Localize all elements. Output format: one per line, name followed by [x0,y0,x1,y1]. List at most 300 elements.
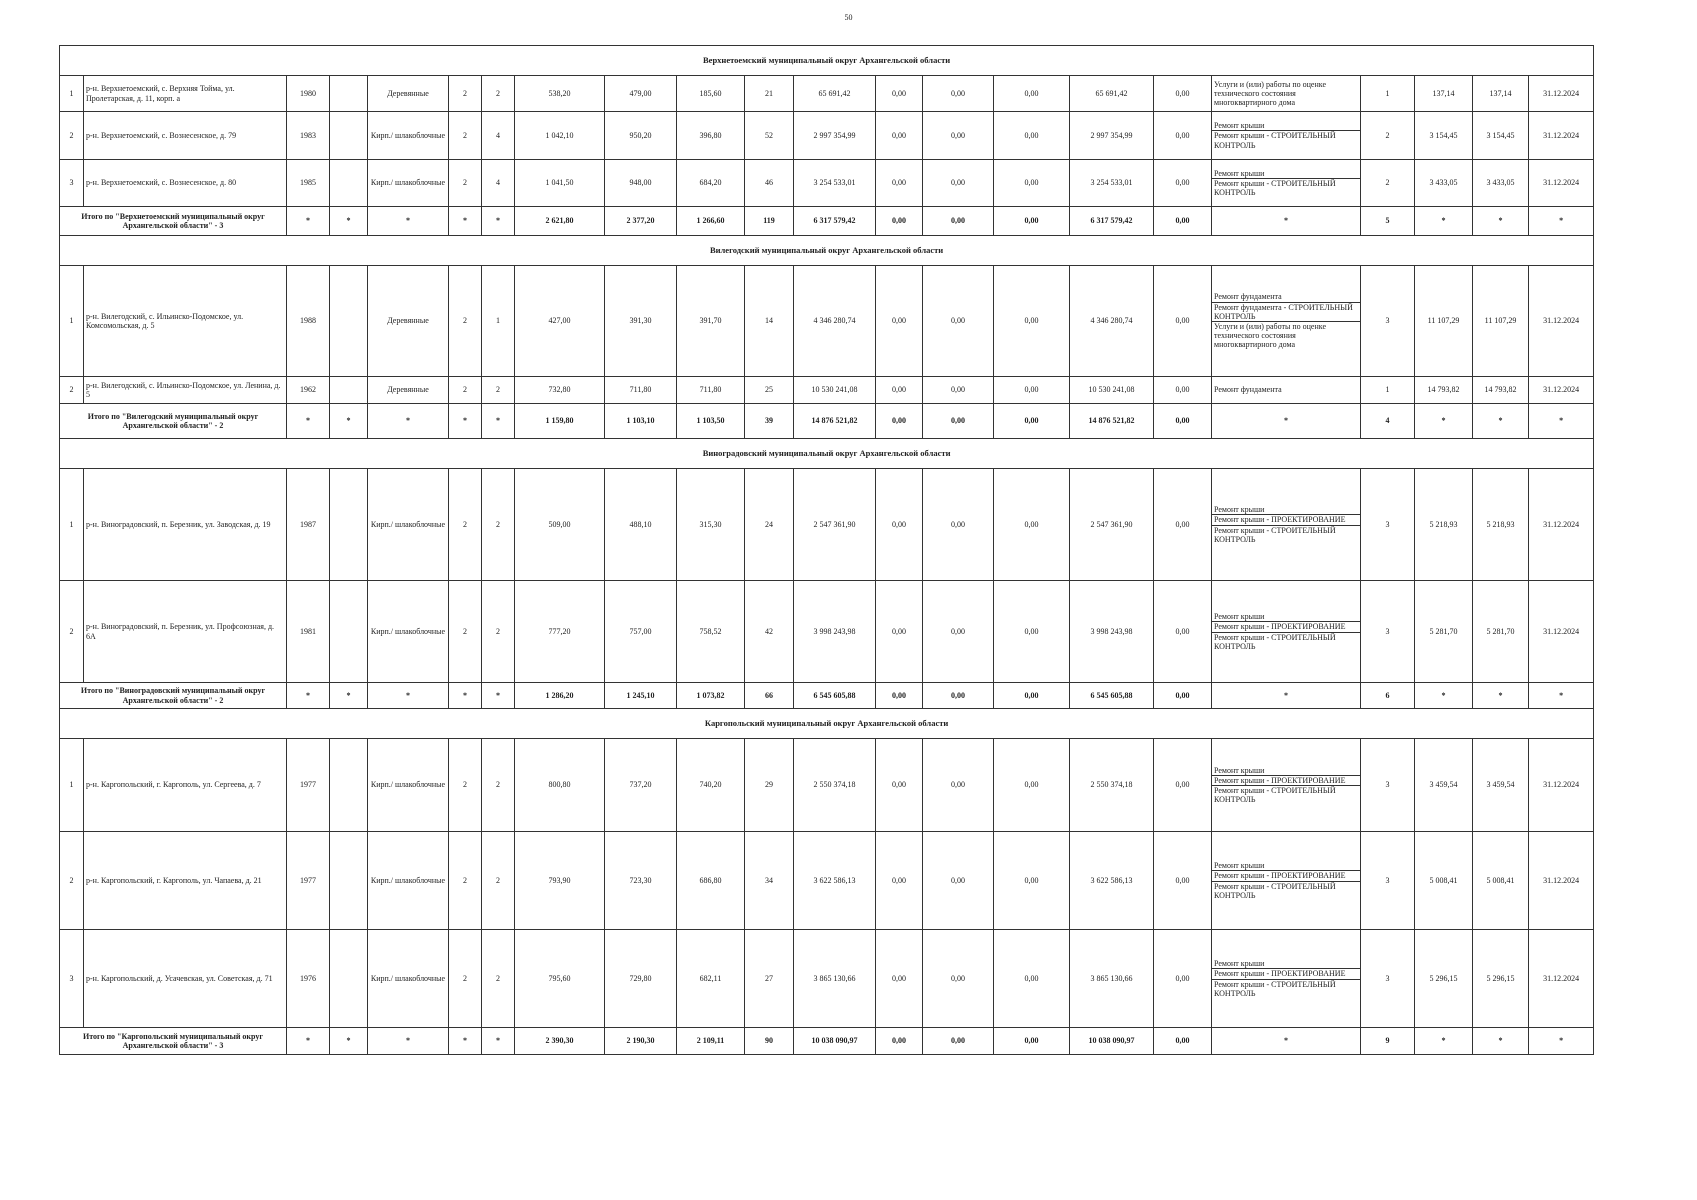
unit-cost: 3 433,05 [1415,160,1473,207]
cell-fund: 0,00 [876,377,923,404]
work-type: Ремонт крыши [1212,861,1360,871]
total-placeholder: * [330,207,368,236]
row-number: 2 [60,377,84,404]
cell-residents: 25 [745,377,794,404]
house-address: р-н. Верхнетоемский, с. Верхняя Тойма, ул. Пролетарская, д. 11, корп. а [84,76,287,112]
work-types-list [1212,766,1360,805]
entrance-count: 4 [482,112,515,160]
cell-budget-local: 0,00 [994,266,1070,377]
deadline-date: 31.12.2024 [1529,377,1594,404]
total-area-res: 1 073,82 [677,683,745,709]
total-area-total: 1 159,80 [515,404,605,439]
unit-cost: 5 281,70 [1415,581,1473,683]
work-type: Услуги и (или) работы по оценке технического состояния многоквартирного дома [1214,322,1326,350]
floor-count: 2 [449,160,482,207]
cell-fund: 0,00 [876,76,923,112]
district-header-row [60,709,1594,739]
cell-residents: 21 [745,76,794,112]
total-limit-cost: * [1473,1028,1529,1055]
row-number: 3 [60,160,84,207]
total-unit-cost: * [1415,207,1473,236]
total-limit-cost: * [1473,207,1529,236]
row-number: 1 [60,739,84,832]
cell-area-res: 682,11 [677,930,745,1028]
cell-cost-total: 3 865 130,66 [794,930,876,1028]
total-residents: 119 [745,207,794,236]
cell-other: 0,00 [1154,581,1212,683]
floor-count: 2 [449,76,482,112]
entrance-count: 2 [482,832,515,930]
works-count: 3 [1361,469,1415,581]
total-placeholder: * [482,404,515,439]
total-placeholder: * [287,683,330,709]
total-area-total: 1 286,20 [515,683,605,709]
cell-residents: 14 [745,266,794,377]
total-area-living: 1 245,10 [605,683,677,709]
cell-owners: 3 622 586,13 [1070,832,1154,930]
total-placeholder: * [330,1028,368,1055]
entrance-count: 4 [482,160,515,207]
entrance-count: 2 [482,930,515,1028]
cell-budget-region: 0,00 [923,377,994,404]
commission-year: 1977 [287,739,330,832]
cell-area-total: 777,20 [515,581,605,683]
total-placeholder: * [368,1028,449,1055]
floor-count: 2 [449,266,482,377]
work-type: Ремонт крыши [1212,612,1360,622]
cell-area-living: 757,00 [605,581,677,683]
total-deadline: * [1529,1028,1594,1055]
cell-owners: 3 254 533,01 [1070,160,1154,207]
row-number: 1 [60,266,84,377]
work-type: Ремонт крыши - СТРОИТЕЛЬНЫЙ КОНТРОЛЬ [1214,525,1336,544]
total-label: Итого по "Каргопольский муниципальный округ Архангельской области" - 3 [60,1028,287,1055]
wall-material: Кирп./ шлакоблочные [368,160,449,207]
district-header-row [60,439,1594,469]
cell-budget-region: 0,00 [923,930,994,1028]
cell-area-living: 711,80 [605,377,677,404]
work-types-list [1212,612,1360,651]
limit-cost: 11 107,29 [1473,266,1529,377]
cell-budget-region: 0,00 [923,160,994,207]
works-count: 2 [1361,112,1415,160]
deadline-date: 31.12.2024 [1529,832,1594,930]
last-repair-year [330,266,368,377]
limit-cost: 5 281,70 [1473,581,1529,683]
cell-other: 0,00 [1154,739,1212,832]
total-other: 0,00 [1154,207,1212,236]
cell-residents: 52 [745,112,794,160]
entrance-count: 2 [482,377,515,404]
total-placeholder: * [330,404,368,439]
total-budget-region: 0,00 [923,207,994,236]
work-types-cell [1212,739,1361,832]
cell-area-res: 684,20 [677,160,745,207]
total-works: * [1212,1028,1361,1055]
work-types-cell [1212,266,1361,377]
work-type: Ремонт фундамента - СТРОИТЕЛЬНЫЙ КОНТРОЛЬ [1212,303,1360,322]
work-type: Ремонт крыши - СТРОИТЕЛЬНЫЙ КОНТРОЛЬ [1214,131,1336,150]
work-types-list [1212,385,1360,394]
last-repair-year [330,739,368,832]
work-types-cell [1212,377,1361,404]
row-number: 2 [60,581,84,683]
cell-area-living: 737,20 [605,739,677,832]
last-repair-year [330,469,368,581]
cell-area-res: 391,70 [677,266,745,377]
district-header-row [60,46,1594,76]
work-type: Ремонт фундамента [1212,292,1360,302]
cell-budget-region: 0,00 [923,581,994,683]
cell-area-total: 1 042,10 [515,112,605,160]
cell-area-res: 185,60 [677,76,745,112]
total-budget-region: 0,00 [923,683,994,709]
wall-material: Кирп./ шлакоблочные [368,581,449,683]
cell-budget-region: 0,00 [923,739,994,832]
total-budget-region: 0,00 [923,404,994,439]
work-type: Ремонт крыши [1212,766,1360,776]
total-owners: 6 317 579,42 [1070,207,1154,236]
row-number: 1 [60,76,84,112]
total-works-count: 9 [1361,1028,1415,1055]
work-type: Ремонт крыши - ПРОЕКТИРОВАНИЕ [1212,776,1360,786]
work-types-cell [1212,160,1361,207]
total-owners: 14 876 521,82 [1070,404,1154,439]
deadline-date: 31.12.2024 [1529,160,1594,207]
work-types-cell [1212,832,1361,930]
cell-area-res: 396,80 [677,112,745,160]
last-repair-year [330,76,368,112]
total-unit-cost: * [1415,683,1473,709]
floor-count: 2 [449,377,482,404]
cell-fund: 0,00 [876,469,923,581]
total-area-living: 1 103,10 [605,404,677,439]
total-residents: 39 [745,404,794,439]
unit-cost: 5 218,93 [1415,469,1473,581]
cell-other: 0,00 [1154,160,1212,207]
row-number: 2 [60,112,84,160]
cell-budget-region: 0,00 [923,76,994,112]
cell-owners: 4 346 280,74 [1070,266,1154,377]
cell-budget-local: 0,00 [994,739,1070,832]
capital-repair-table [59,45,1594,1055]
total-cost-total: 6 317 579,42 [794,207,876,236]
work-types-cell [1212,469,1361,581]
house-address: р-н. Каргопольский, д. Усачевская, ул. Советская, д. 71 [84,930,287,1028]
total-owners: 6 545 605,88 [1070,683,1154,709]
total-placeholder: * [368,683,449,709]
commission-year: 1980 [287,76,330,112]
works-count: 3 [1361,832,1415,930]
total-area-res: 1 103,50 [677,404,745,439]
floor-count: 2 [449,581,482,683]
total-budget-local: 0,00 [994,683,1070,709]
limit-cost: 14 793,82 [1473,377,1529,404]
house-address: р-н. Вилегодский, с. Ильинско-Подомское, ул. Ленина, д. 5 [84,377,287,404]
total-placeholder: * [368,207,449,236]
deadline-date: 31.12.2024 [1529,469,1594,581]
total-residents: 90 [745,1028,794,1055]
house-address: р-н. Каргопольский, г. Каргополь, ул. Сергеева, д. 7 [84,739,287,832]
work-type: Ремонт крыши - СТРОИТЕЛЬНЫЙ КОНТРОЛЬ [1214,632,1336,651]
limit-cost: 137,14 [1473,76,1529,112]
cell-other: 0,00 [1154,469,1212,581]
last-repair-year [330,581,368,683]
house-address: р-н. Вилегодский, с. Ильинско-Подомское, ул. Комсомольская, д. 5 [84,266,287,377]
total-label: Итого по "Верхнетоемский муниципальный округ Архангельской области" - 3 [60,207,287,236]
deadline-date: 31.12.2024 [1529,581,1594,683]
limit-cost: 5 218,93 [1473,469,1529,581]
works-count: 2 [1361,160,1415,207]
total-unit-cost: * [1415,1028,1473,1055]
limit-cost: 3 433,05 [1473,160,1529,207]
unit-cost: 11 107,29 [1415,266,1473,377]
total-budget-region: 0,00 [923,1028,994,1055]
cell-owners: 3 865 130,66 [1070,930,1154,1028]
cell-budget-local: 0,00 [994,112,1070,160]
wall-material: Деревянные [368,76,449,112]
district-total-row [60,404,1594,439]
commission-year: 1983 [287,112,330,160]
house-row [60,930,1594,1028]
house-address: р-н. Каргопольский, г. Каргополь, ул. Чапаева, д. 21 [84,832,287,930]
cell-area-total: 795,60 [515,930,605,1028]
page-number: 50 [844,13,853,22]
cell-cost-total: 3 254 533,01 [794,160,876,207]
unit-cost: 5 008,41 [1415,832,1473,930]
total-area-living: 2 377,20 [605,207,677,236]
row-number: 1 [60,469,84,581]
commission-year: 1985 [287,160,330,207]
deadline-date: 31.12.2024 [1529,112,1594,160]
total-works: * [1212,683,1361,709]
cell-residents: 27 [745,930,794,1028]
district-title: Вилегодский муниципальный округ Архангельской области [60,236,1594,266]
total-placeholder: * [449,683,482,709]
house-row [60,160,1594,207]
works-count: 3 [1361,739,1415,832]
commission-year: 1962 [287,377,330,404]
wall-material: Кирп./ шлакоблочные [368,739,449,832]
entrance-count: 2 [482,469,515,581]
last-repair-year [330,832,368,930]
total-placeholder: * [482,1028,515,1055]
total-area-living: 2 190,30 [605,1028,677,1055]
works-count: 3 [1361,266,1415,377]
total-placeholder: * [449,207,482,236]
total-fund: 0,00 [876,404,923,439]
work-type: Ремонт крыши - СТРОИТЕЛЬНЫЙ КОНТРОЛЬ [1214,979,1336,998]
total-limit-cost: * [1473,404,1529,439]
cell-budget-region: 0,00 [923,469,994,581]
total-budget-local: 0,00 [994,404,1070,439]
cell-budget-local: 0,00 [994,160,1070,207]
total-cost-total: 6 545 605,88 [794,683,876,709]
district-header-row [60,236,1594,266]
commission-year: 1977 [287,832,330,930]
cell-area-total: 427,00 [515,266,605,377]
total-area-total: 2 621,80 [515,207,605,236]
cell-area-living: 391,30 [605,266,677,377]
cell-budget-local: 0,00 [994,930,1070,1028]
work-types-cell [1212,76,1361,112]
cell-other: 0,00 [1154,832,1212,930]
cell-cost-total: 10 530 241,08 [794,377,876,404]
cell-owners: 2 550 374,18 [1070,739,1154,832]
cell-cost-total: 2 997 354,99 [794,112,876,160]
work-type: Ремонт крыши - ПРОЕКТИРОВАНИЕ [1212,969,1360,979]
last-repair-year [330,377,368,404]
work-type: Ремонт фундамента [1214,385,1282,395]
wall-material: Кирп./ шлакоблочные [368,112,449,160]
cell-area-total: 800,80 [515,739,605,832]
cell-fund: 0,00 [876,266,923,377]
total-other: 0,00 [1154,683,1212,709]
unit-cost: 137,14 [1415,76,1473,112]
work-types-list [1212,861,1360,900]
cell-cost-total: 2 547 361,90 [794,469,876,581]
total-area-total: 2 390,30 [515,1028,605,1055]
cell-budget-local: 0,00 [994,832,1070,930]
total-works-count: 4 [1361,404,1415,439]
unit-cost: 3 459,54 [1415,739,1473,832]
wall-material: Деревянные [368,377,449,404]
commission-year: 1981 [287,581,330,683]
total-cost-total: 10 038 090,97 [794,1028,876,1055]
last-repair-year [330,930,368,1028]
work-types-cell [1212,930,1361,1028]
district-title: Виноградовский муниципальный округ Архангельской области [60,439,1594,469]
work-types-list [1212,505,1360,544]
cell-area-total: 1 041,50 [515,160,605,207]
cell-fund: 0,00 [876,160,923,207]
total-placeholder: * [449,404,482,439]
cell-area-res: 740,20 [677,739,745,832]
cell-cost-total: 2 550 374,18 [794,739,876,832]
total-other: 0,00 [1154,404,1212,439]
cell-area-living: 488,10 [605,469,677,581]
limit-cost: 3 154,45 [1473,112,1529,160]
total-residents: 66 [745,683,794,709]
cell-owners: 3 998 243,98 [1070,581,1154,683]
total-works: * [1212,404,1361,439]
cell-area-living: 723,30 [605,832,677,930]
cell-area-res: 315,30 [677,469,745,581]
total-fund: 0,00 [876,1028,923,1055]
cell-owners: 65 691,42 [1070,76,1154,112]
row-number: 3 [60,930,84,1028]
cell-residents: 42 [745,581,794,683]
cell-area-total: 538,20 [515,76,605,112]
total-area-res: 2 109,11 [677,1028,745,1055]
works-count: 1 [1361,76,1415,112]
work-type: Ремонт крыши - СТРОИТЕЛЬНЫЙ КОНТРОЛЬ [1214,881,1336,900]
cell-residents: 29 [745,739,794,832]
house-row [60,112,1594,160]
total-fund: 0,00 [876,683,923,709]
cell-area-total: 509,00 [515,469,605,581]
total-unit-cost: * [1415,404,1473,439]
cell-budget-local: 0,00 [994,377,1070,404]
total-fund: 0,00 [876,207,923,236]
cell-cost-total: 3 622 586,13 [794,832,876,930]
deadline-date: 31.12.2024 [1529,930,1594,1028]
district-total-row [60,207,1594,236]
cell-area-living: 729,80 [605,930,677,1028]
cell-other: 0,00 [1154,930,1212,1028]
work-type: Ремонт крыши [1212,959,1360,969]
unit-cost: 3 154,45 [1415,112,1473,160]
total-placeholder: * [482,683,515,709]
limit-cost: 3 459,54 [1473,739,1529,832]
total-area-res: 1 266,60 [677,207,745,236]
row-number: 2 [60,832,84,930]
work-type: Ремонт крыши - ПРОЕКТИРОВАНИЕ [1212,871,1360,881]
cell-fund: 0,00 [876,739,923,832]
total-cost-total: 14 876 521,82 [794,404,876,439]
works-count: 1 [1361,377,1415,404]
district-title: Верхнетоемский муниципальный округ Архангельской области [60,46,1594,76]
cell-residents: 46 [745,160,794,207]
floor-count: 2 [449,469,482,581]
limit-cost: 5 008,41 [1473,832,1529,930]
total-budget-local: 0,00 [994,1028,1070,1055]
wall-material: Кирп./ шлакоблочные [368,469,449,581]
cell-cost-total: 3 998 243,98 [794,581,876,683]
works-count: 3 [1361,581,1415,683]
house-row [60,469,1594,581]
commission-year: 1976 [287,930,330,1028]
cell-owners: 2 997 354,99 [1070,112,1154,160]
work-type: Ремонт крыши - ПРОЕКТИРОВАНИЕ [1212,622,1360,632]
wall-material: Кирп./ шлакоблочные [368,930,449,1028]
work-types-list [1212,121,1360,150]
commission-year: 1988 [287,266,330,377]
cell-budget-region: 0,00 [923,832,994,930]
floor-count: 2 [449,930,482,1028]
entrance-count: 2 [482,76,515,112]
last-repair-year [330,160,368,207]
total-placeholder: * [287,1028,330,1055]
cell-cost-total: 4 346 280,74 [794,266,876,377]
cell-residents: 34 [745,832,794,930]
work-type: Ремонт крыши [1212,505,1360,515]
cell-budget-region: 0,00 [923,266,994,377]
total-label: Итого по "Виноградовский муниципальный округ Архангельской области" - 2 [60,683,287,709]
total-other: 0,00 [1154,1028,1212,1055]
cell-fund: 0,00 [876,581,923,683]
entrance-count: 2 [482,739,515,832]
total-placeholder: * [449,1028,482,1055]
total-budget-local: 0,00 [994,207,1070,236]
work-type: Ремонт крыши [1212,121,1360,131]
unit-cost: 14 793,82 [1415,377,1473,404]
district-total-row [60,1028,1594,1055]
cell-fund: 0,00 [876,832,923,930]
house-row [60,377,1594,404]
total-deadline: * [1529,207,1594,236]
total-placeholder: * [482,207,515,236]
limit-cost: 5 296,15 [1473,930,1529,1028]
total-placeholder: * [368,404,449,439]
cell-area-total: 793,90 [515,832,605,930]
cell-budget-local: 0,00 [994,581,1070,683]
house-row [60,76,1594,112]
work-type: Ремонт крыши [1212,169,1360,179]
house-address: р-н. Виноградовский, п. Березник, ул. Заводская, д. 19 [84,469,287,581]
cell-budget-local: 0,00 [994,76,1070,112]
work-types-cell [1212,581,1361,683]
